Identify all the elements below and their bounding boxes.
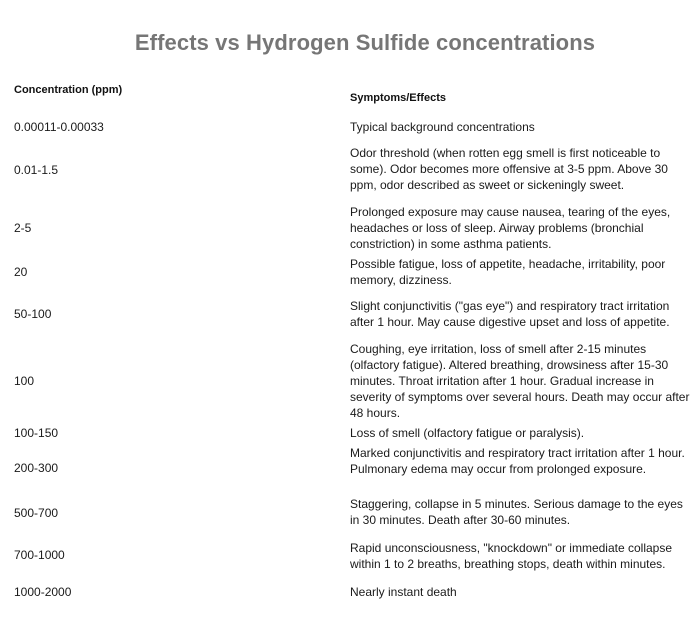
concentration-cell: 200-300: [14, 461, 59, 475]
effect-cell: Prolonged exposure may cause nausea, tearing of the eyes, headaches or loss of sleep. Airway problems (bronchial constriction) in some asthma patients.: [350, 205, 671, 251]
concentration-cell: 20: [14, 265, 28, 279]
concentration-cell: 50-100: [14, 307, 52, 321]
concentration-cell: 0.00011-0.00033: [14, 120, 104, 134]
concentration-cell: 100: [14, 374, 35, 388]
concentration-cell: 1000-2000: [14, 585, 72, 599]
concentration-cell: 700-1000: [14, 548, 65, 562]
effect-cell: Nearly instant death: [350, 585, 457, 599]
concentration-cell: 2-5: [14, 221, 32, 235]
effect-cell: Staggering, collapse in 5 minutes. Serious damage to the eyes in 30 minutes. Death after 30-60 minutes.: [350, 497, 683, 527]
effect-cell: Possible fatigue, loss of appetite, headache, irritability, poor memory, dizziness.: [350, 257, 666, 287]
effect-cell: Coughing, eye irritation, loss of smell after 2-15 minutes (olfactory fatigue). Altered breathing, drowsiness after 15-30 minutes. Throat irritation after 1 hour. Gradual increase in severity of symptoms over several hours. Death may occur after 48 hours.: [350, 342, 690, 420]
effect-cell: Rapid unconsciousness, "knockdown" or immediate collapse within 1 to 2 breaths, breathing stops, death within minutes.: [350, 541, 673, 571]
concentration-column-header: Concentration (ppm): [14, 84, 123, 96]
effect-cell: Slight conjunctivitis ("gas eye") and respiratory tract irritation after 1 hour. May cause digestive upset and loss of appetite.: [350, 299, 670, 329]
effect-cell: Marked conjunctivitis and respiratory tract irritation after 1 hour. Pulmonary edema may occur from prolonged exposure.: [350, 446, 685, 476]
effect-cell: Loss of smell (olfactory fatigue or paralysis).: [350, 426, 585, 440]
effects-column-header: Symptoms/Effects: [350, 92, 446, 104]
concentration-cell: 500-700: [14, 506, 59, 520]
effect-cell: Typical background concentrations: [350, 120, 535, 134]
concentration-cell: 0.01-1.5: [14, 163, 59, 177]
effect-cell: Odor threshold (when rotten egg smell is first noticeable to some). Odor becomes more offensive at 3-5 ppm. Above 30 ppm, odor described as sweet or sickeningly sweet.: [350, 146, 668, 192]
concentration-cell: 100-150: [14, 426, 59, 440]
page-title: Effects vs Hydrogen Sulfide concentrations: [134, 30, 596, 55]
